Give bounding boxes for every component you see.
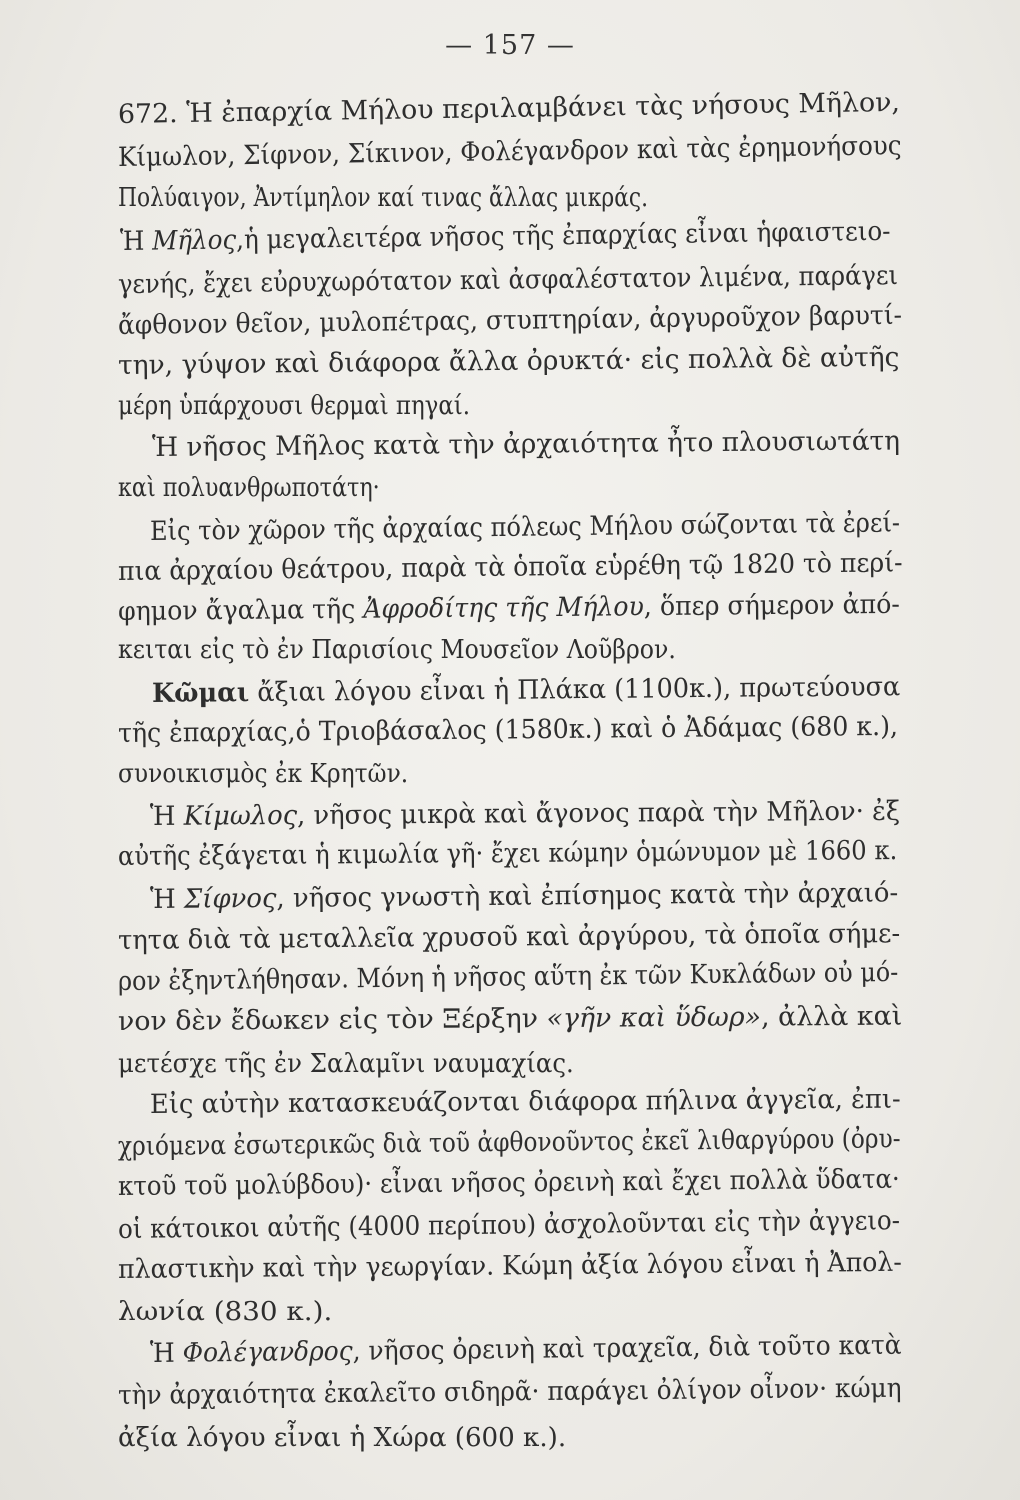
text-line: [118, 754, 408, 794]
text-run: ἄφθονον θεῖον, μυλοπέτρας, στυπτηρίαν, ἀργυροῦχον βαρυτί-: [117, 299, 903, 341]
text-run: νον δὲν ἔδωκεν εἰς τὸν Ξέρξην: [117, 1003, 547, 1037]
text-run: μέρη ὑπάρχουσι θερμαὶ πηγαί.: [118, 390, 471, 421]
italic-term: «γῆν καὶ ὕδωρ»: [546, 1001, 762, 1035]
text-run: χριόμενα ἐσωτερικῶς διὰ τοῦ ἀφθονοῦντος ἐκεῖ λιθαργύρου (ὀρυ-: [117, 1123, 901, 1162]
text-run: Εἰς τὸν χῶρον τῆς ἀρχαίας πόλεως Μήλου σώζονται τὰ ἐρεί-: [149, 507, 901, 547]
text-run: πλαστικὴν καὶ τὴν γεωργίαν. Κώμη ἀξία λόγου εἶναι ἡ Ἀπολ-: [117, 1246, 902, 1285]
text-line: [118, 997, 903, 1042]
italic-term: Ἀφροδίτης τῆς Μήλου: [363, 591, 644, 625]
text-run: τητα διὰ τὰ μεταλλεῖα χρυσοῦ καὶ ἀργύρου, τὰ ὁποῖα σήμε-: [117, 917, 901, 956]
text-line: [118, 1160, 900, 1207]
text-line: [118, 953, 899, 1002]
text-line: [118, 630, 676, 670]
text-run: , ἀλλὰ καὶ: [760, 1000, 903, 1033]
text-run: 672. Ἡ ἐπαρχία Μήλου περιλαμβάνει τὰς νήσους Μῆλον,: [117, 86, 901, 130]
text-run: ,ἡ μεγαλειτέρα νῆσος τῆς ἐπαρχίας εἶναι ἡφαιστειο-: [235, 215, 891, 256]
text-line: [150, 873, 898, 920]
text-run: λωνία (830 κ.).: [118, 1296, 333, 1327]
text-line: [118, 178, 648, 218]
italic-term: Κίμωλος: [183, 799, 298, 832]
text-run: κειται εἰς τὸ ἐν Παρισίοις Μουσεῖον Λοῦβρον.: [118, 634, 676, 665]
text-run: μετέσχε τῆς ἐν Σαλαμῖνι ναυμαχίας.: [118, 1048, 574, 1079]
text-run: γενής, ἔχει εὐρυχωρότατον καὶ ἀσφαλέστατον λιμένα, παράγει: [117, 260, 899, 300]
text-run: την, γύψον καὶ διάφορα ἄλλα ὀρυκτά· εἰς πολλὰ δὲ αὐτῆς: [117, 341, 900, 381]
text-run: Ἡ: [119, 225, 153, 257]
text-line: [118, 1369, 902, 1416]
text-line: [118, 831, 898, 877]
text-run: , ὅπερ σήμερον ἀπό-: [643, 588, 900, 623]
text-line: [150, 1080, 901, 1125]
text-run: Ἡ: [149, 800, 184, 832]
text-line: [118, 1201, 900, 1250]
text-run: ἀξία λόγου εἶναι ἡ Χώρα (600 κ.).: [118, 1422, 567, 1453]
text-line: [150, 792, 900, 837]
text-line: [118, 1292, 332, 1332]
italic-term: Μῆλος: [152, 224, 237, 257]
text-line: [118, 338, 900, 386]
text-line: [118, 1418, 566, 1458]
text-run: πια ἀρχαίου θεάτρου, παρὰ τὰ ὁποῖα εὑρέθη τῷ 1820 τὸ περί-: [117, 547, 903, 587]
text-run: Ἡ: [149, 883, 185, 915]
text-line: [150, 1326, 902, 1374]
text-run: κτοῦ τοῦ μολύβδου)· εἶναι νῆσος ὀρεινὴ καὶ ἔχει πολλὰ ὕδατα·: [117, 1163, 900, 1202]
text-line: [118, 585, 900, 632]
text-line: [120, 212, 891, 262]
text-run: Πολύαιγον, Ἀντίμηλον καί τινας ἄλλας μικράς.: [118, 182, 649, 213]
italic-term: Σίφνος: [183, 882, 277, 915]
text-run: τὴν ἀρχαιότητα ἐκαλεῖτο σιδηρᾶ· παράγει ὀλίγον οἶνον· κώμη: [117, 1372, 902, 1411]
text-line: [118, 707, 898, 754]
text-line: [118, 1044, 574, 1084]
text-run: ἄξιαι λόγου εἶναι ἡ Πλάκα (1100κ.), πρωτεύουσα: [249, 671, 901, 709]
bold-term: Κῶμαι: [151, 677, 250, 709]
text-run: Εἰς αὐτὴν κατασκευάζονται διάφορα πήλινα ἀγγεῖα, ἐπι-: [149, 1083, 901, 1120]
text-run: συνοικισμὸς ἐκ Κρητῶν.: [118, 758, 409, 789]
text-run: αὐτῆς ἐξάγεται ἡ κιμωλία γῆ· ἔχει κώμην ὁμώνυμον μὲ 1660 κ.: [117, 835, 898, 872]
text-run: Ἡ: [149, 1337, 183, 1369]
text-run: , νῆσος ὀρεινὴ καὶ τραχεῖα, διὰ τοῦτο κατὰ: [352, 1329, 902, 1367]
text-run: Ἡ νῆσος Μῆλος κατὰ τὴν ἀρχαιότητα ἦτο πλουσιωτάτη: [151, 425, 901, 463]
text-line: [118, 468, 380, 508]
text-line: [118, 1243, 902, 1290]
text-line: [118, 386, 470, 426]
text-line: [152, 421, 900, 468]
text-run: , νῆσος γνωστὴ καὶ ἐπίσημος κατὰ τὴν ἀρχαιό-: [276, 877, 899, 914]
text-run: τῆς ἐπαρχίας,ὁ Τριοβάσαλος (1580κ.) καὶ ὁ Ἀδάμας (680 κ.),: [117, 710, 899, 749]
italic-term: Φολέγανδρος: [182, 1335, 353, 1369]
text-run: καὶ πολυανθρωποτάτη·: [118, 472, 380, 503]
text-line: [118, 543, 903, 592]
text-line: [118, 126, 902, 178]
text-run: , νῆσος μικρὰ καὶ ἄγονος παρὰ τὴν Μῆλον· ἐξ: [296, 795, 901, 831]
text-run: ρον ἐξηντλήθησαν. Μόνη ἡ νῆσος αὕτη ἐκ τῶν Κυκλάδων οὐ μό-: [117, 956, 899, 997]
text-run: οἱ κάτοικοι αὐτῆς (4000 περίπου) ἀσχολοῦνται εἰς τὴν ἀγγειο-: [117, 1205, 901, 1245]
page-number: — 157 —: [445, 30, 575, 61]
text-run: Κίμωλον, Σίφνον, Σίκινον, Φολέγανδρον καὶ τὰς ἐρημονήσους: [117, 130, 902, 173]
text-run: φημον ἄγαλμα τῆς: [117, 593, 364, 627]
